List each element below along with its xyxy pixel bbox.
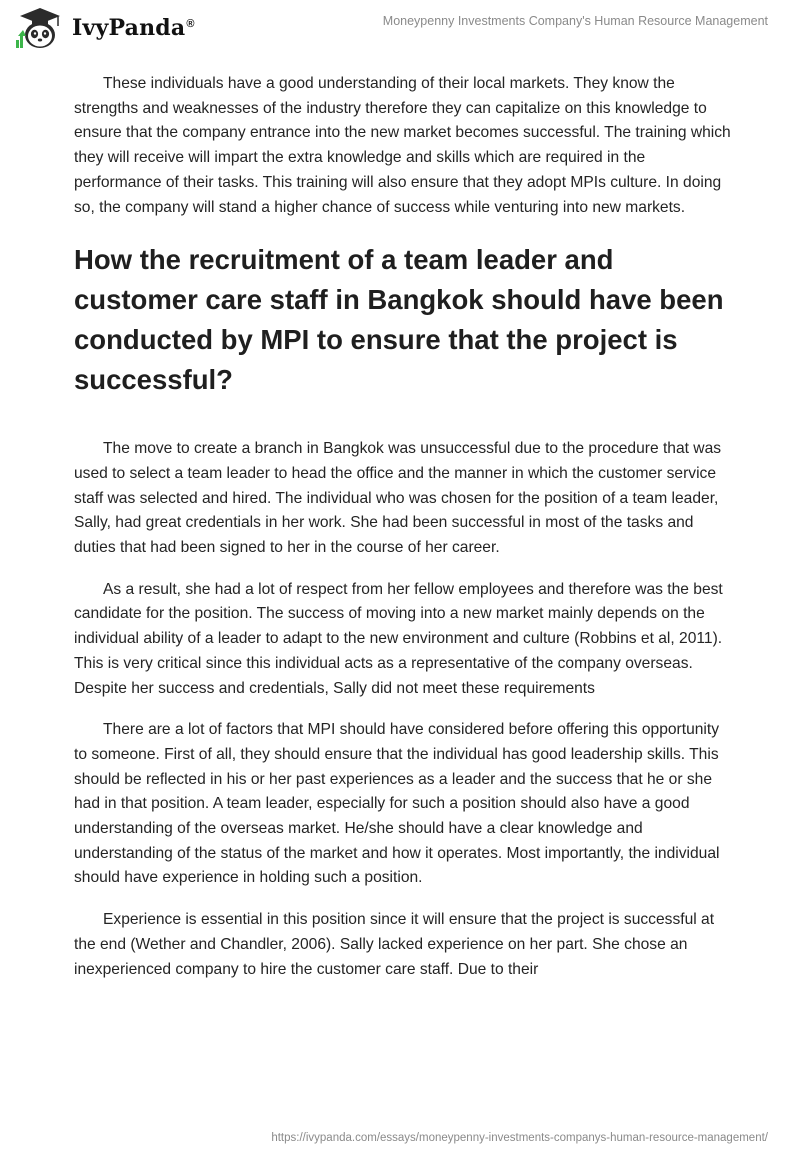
essay-body (74, 72, 734, 999)
brand-name: IvyPanda® (72, 15, 195, 41)
document-title: Moneypenny Investments Company's Human Resource Management (382, 14, 768, 28)
paragraph: These individuals have a good understanding of their local markets. They know the strengths and weaknesses of the industry therefore they can capitalize on this knowledge to ensure that the company entrance into the new market becomes successful. The training which they will receive will impart the extra knowledge and skills which are required in the performance of their tasks. This training will also ensure that they adopt MPIs culture. In doing so, the company will stand a higher chance of success while venturing into new markets. (74, 75, 731, 216)
ivypanda-logo[interactable] (14, 6, 195, 50)
section-heading: How the recruitment of a team leader and customer care staff in Bangkok should have been conducted by MPI to ensure that the project is successful? (74, 244, 724, 396)
source-url-link[interactable]: https://ivypanda.com/essays/moneypenny-investments-companys-human-resource-management/ (271, 1132, 768, 1144)
panda-graduate-icon (14, 6, 66, 50)
paragraph: There are a lot of factors that MPI should have considered before offering this opportunity to someone. First of all, they should ensure that the individual has good leadership skills. This should be reflected in his or her past experiences as a leader and the success that he or she had in that position. A team leader, especially for such a position should also have a good understanding of the overseas market. He/she should have a clear knowledge and understanding of the status of the market and how it operates. Most importantly, the individual should have experience in holding such a position. (74, 721, 720, 887)
registered-mark: ® (186, 17, 195, 30)
paragraph: Experience is essential in this position since it will ensure that the project is successful at the end (Wether and Chandler, 2006). Sally lacked experience on her part. She chose an inexperienced company to hire the customer care staff. Due to their (74, 911, 715, 978)
page-header (0, 0, 800, 60)
paragraph: As a result, she had a lot of respect from her fellow employees and therefore was the best candidate for the position. The success of moving into a new market mainly depends on the individual ability of a leader to adapt to the new environment and culture (Robbins et al, 2011). This is very critical since this individual acts as a representative of the company overseas. Despite her success and credentials, Sally did not meet these requirements (74, 580, 723, 697)
paragraph: The move to create a branch in Bangkok was unsuccessful due to the procedure that was used to select a team leader to head the office and the manner in which the customer service staff was selected and hired. The individual who was chosen for the position of a team leader, Sally, had great credentials in her work. She had been successful in most of the tasks and duties that had been signed to her in the course of her career. (74, 440, 722, 557)
